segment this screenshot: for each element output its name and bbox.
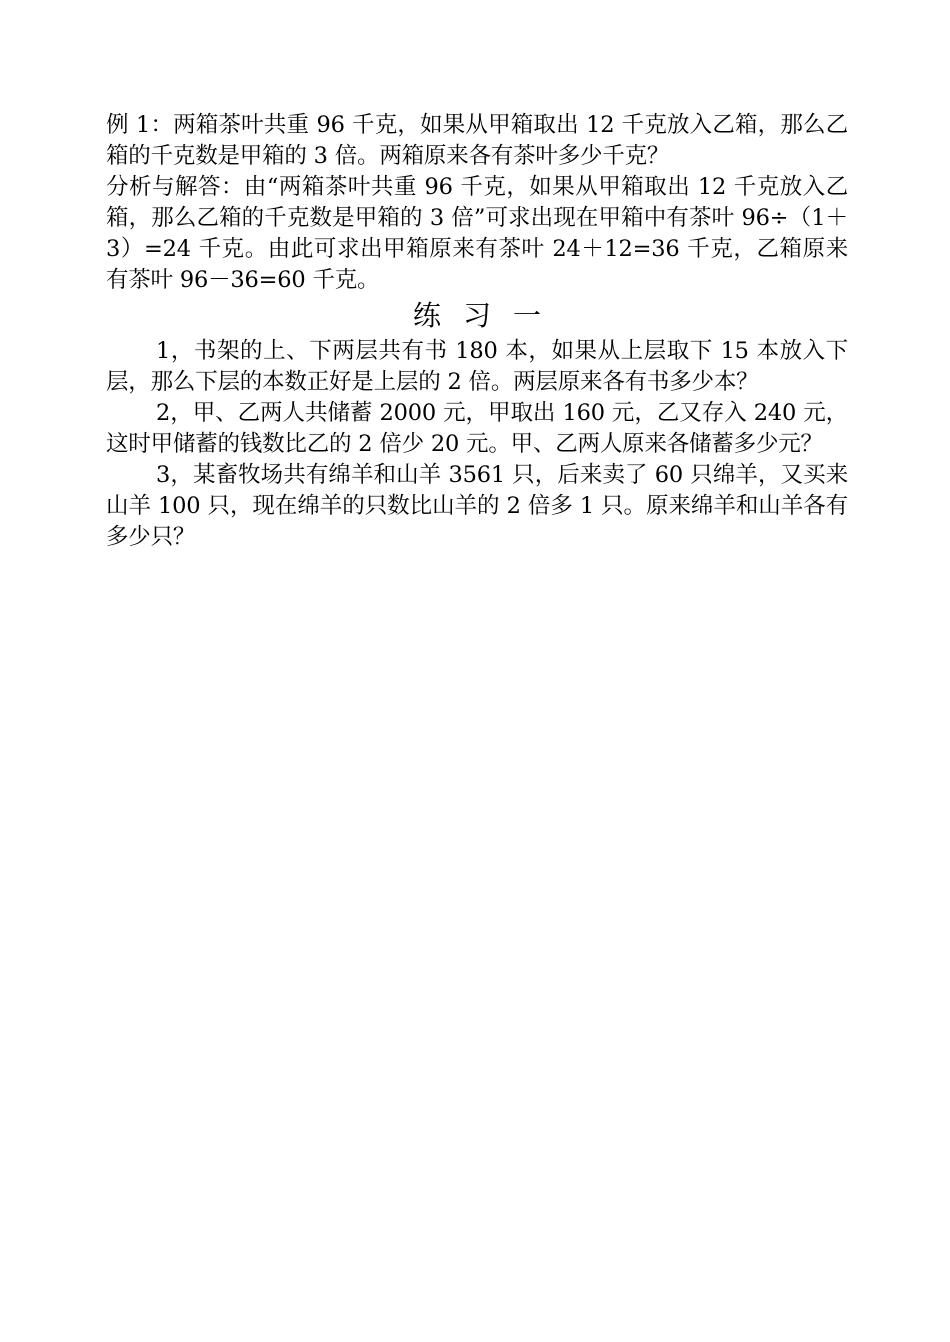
exercise-item-3: 3，某畜牧场共有绵羊和山羊 3561 只，后来卖了 60 只绵羊，又买来山羊 100 只，现在绵羊的只数比山羊的 2 倍多 1 只。原来绵羊和山羊各有多少只？	[106, 462, 848, 550]
exercise-title: 练习一	[412, 299, 563, 332]
example-problem: 例 1：两箱茶叶共重 96 千克，如果从甲箱取出 12 千克放入乙箱，那么乙箱的千克数是甲箱的 3 倍。两箱原来各有茶叶多少千克？	[106, 112, 848, 169]
example-analysis: 分析与解答：由“两箱茶叶共重 96 千克，如果从甲箱取出 12 千克放入乙箱，那么乙箱的千克数是甲箱的 3 倍”可求出现在甲箱中有茶叶 96÷（1＋3）=24 千克。由此可求出甲箱原来有茶叶 24＋12=36 千克，乙箱原来有茶叶 96－36=60 千克。	[106, 174, 848, 293]
exercise-item-2: 2，甲、乙两人共储蓄 2000 元，甲取出 160 元，乙又存入 240 元，这时甲储蓄的钱数比乙的 2 倍少 20 元。甲、乙两人原来各储蓄多少元？	[106, 400, 848, 457]
exercise-item-1: 1，书架的上、下两层共有书 180 本，如果从上层取下 15 本放入下层，那么下层的本数正好是上层的 2 倍。两层原来各有书多少本？	[106, 338, 848, 395]
document-body	[106, 110, 848, 553]
